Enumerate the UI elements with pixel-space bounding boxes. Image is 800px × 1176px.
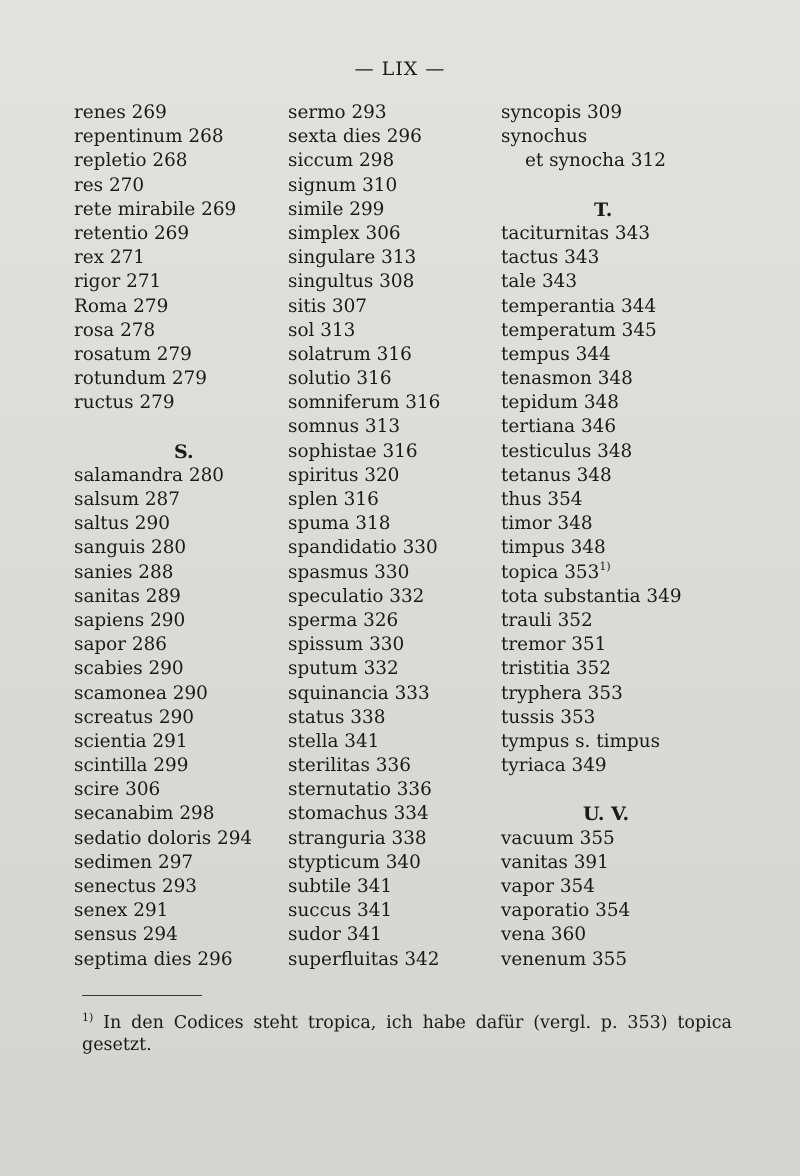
entry-text: sudor 341 [288,924,382,946]
index-entry [74,125,279,149]
entry-text: tertiana 346 [501,416,617,438]
index-entry [74,415,279,439]
entry-text: sophistae 316 [288,440,418,462]
index-entry [74,609,279,633]
entry-text: simile 299 [288,198,385,220]
index-entry [288,657,493,681]
entry-text: tactus 343 [501,247,600,269]
index-entry [288,875,493,899]
entry-text: senex 291 [74,900,169,922]
entry-text: spissum 330 [288,634,405,656]
entry-text: singulare 313 [288,247,417,269]
section-letter: S. [174,440,194,463]
entry-text: scamonea 290 [74,682,208,704]
index-entry [74,464,279,488]
index-entry [74,536,279,560]
index-entry [74,875,279,899]
entry-text: temperantia 344 [501,295,657,317]
entry-text: spiritus 320 [288,464,400,486]
entry-text: timor 348 [501,513,593,535]
entry-text: solutio 316 [288,368,392,390]
index-entry [501,440,731,464]
index-entry [74,706,279,730]
entry-text: repletio 268 [74,150,188,172]
index-column-1 [74,101,279,972]
footnote [82,1012,732,1056]
index-entry [288,464,493,488]
entry-text: tetanus 348 [501,464,612,486]
entry-text: solatrum 316 [288,343,412,365]
entry-text: sedatio doloris 294 [74,827,253,849]
index-entry [74,899,279,923]
entry-text: tale 343 [501,271,578,293]
index-entry [74,948,279,972]
entry-text: sensus 294 [74,924,178,946]
entry-text: screatus 290 [74,706,194,728]
index-entry [74,149,279,173]
entry-text: testiculus 348 [501,440,633,462]
index-entry [288,536,493,560]
footnote-reference: 1) [599,559,611,573]
index-entry [288,440,493,464]
index-entry [74,488,279,512]
index-entry [74,198,279,222]
index-entry [501,706,731,730]
index-entry [288,778,493,802]
entry-text: synochus [501,126,588,148]
index-entry [288,391,493,415]
entry-text: trauli 352 [501,609,593,631]
entry-text: tristitia 352 [501,658,611,680]
page-number: — LIX — [354,58,446,80]
entry-text: sedimen 297 [74,851,194,873]
index-entry [288,730,493,754]
entry-text: tyriaca 349 [501,755,607,777]
entry-text: tempus 344 [501,343,611,365]
entry-text: simplex 306 [288,222,401,244]
entry-text: sermo 293 [288,102,387,123]
index-entry [74,174,279,198]
entry-text: vacuum 355 [501,827,615,849]
index-entry [501,561,731,585]
entry-text: vena 360 [501,924,587,946]
entry-text: et synocha 312 [525,150,666,172]
entry-text: saltus 290 [74,513,170,535]
index-entry [74,657,279,681]
entry-text: thus 354 [501,489,583,510]
index-entry [501,319,731,343]
index-entry [501,270,731,294]
index-entry [288,222,493,246]
footnote-rule [82,995,202,996]
entry-text: rosa 278 [74,319,156,341]
entry-text: sputum 332 [288,658,399,680]
index-entry [288,246,493,270]
index-entry [288,149,493,173]
entry-text: taciturnitas 343 [501,222,651,244]
index-entry [74,367,279,391]
index-entry [501,851,731,875]
entry-text: ructus 279 [74,392,175,414]
entry-text: renes 269 [74,102,167,123]
entry-text: scabies 290 [74,658,184,680]
entry-text: salsum 287 [74,489,180,510]
index-entry [501,875,731,899]
entry-text: singultus 308 [288,271,415,293]
entry-text: sol 313 [288,319,356,341]
index-entry [501,415,731,439]
index-entry [288,899,493,923]
index-entry [501,657,731,681]
entry-text: tympus s. timpus [501,730,661,752]
entry-text: status 338 [288,706,386,728]
entry-text: vanitas 391 [501,851,609,873]
index-entry [288,682,493,706]
index-entry [501,125,731,149]
footnote-text: In den Codices steht tropica, ich habe dafür (vergl. p. 353) topica gesetzt. [82,1013,732,1055]
entry-text: topica 353 [501,561,600,583]
index-entry [501,754,731,778]
index-entry [501,101,731,125]
entry-text: res 270 [74,174,145,196]
index-entry [501,730,731,754]
index-entry [288,101,493,125]
entry-text: sapor 286 [74,634,167,656]
index-entry [74,682,279,706]
index-entry [501,682,731,706]
index-entry [288,633,493,657]
entry-text: siccum 298 [288,150,395,172]
index-entry [501,343,731,367]
index-entry [288,367,493,391]
entry-text: subtile 341 [288,876,393,897]
index-entry [74,730,279,754]
entry-text: stomachus 334 [288,803,429,825]
entry-text: tryphera 353 [501,682,623,704]
entry-text: tota substantia 349 [501,585,682,607]
entry-text: salamandra 280 [74,464,224,486]
index-entry [74,101,279,125]
index-entry [288,295,493,319]
index-entry [288,585,493,609]
entry-text: senectus 293 [74,876,197,897]
index-column-3 [501,101,731,972]
index-entry [74,295,279,319]
entry-text: rigor 271 [74,271,162,293]
entry-text: splen 316 [288,489,379,510]
entry-text: repentinum 268 [74,126,224,148]
entry-text: vapor 354 [501,876,595,897]
index-entry [288,415,493,439]
entry-text: scientia 291 [74,730,188,752]
index-entry [288,174,493,198]
index-entry [74,512,279,536]
index-entry [74,802,279,826]
entry-text: stranguria 338 [288,827,427,849]
index-entry [74,827,279,851]
entry-text: rete mirabile 269 [74,198,237,220]
index-entry [74,778,279,802]
entry-text: rex 271 [74,247,145,269]
index-entry [74,585,279,609]
index-entry [74,319,279,343]
index-entry [288,948,493,972]
index-entry [501,536,731,560]
index-entry [288,512,493,536]
index-entry [74,561,279,585]
index-entry [288,802,493,826]
entry-text: syncopis 309 [501,102,623,123]
index-entry [74,391,279,415]
index-entry [501,827,731,851]
index-entry [288,270,493,294]
entry-text: tenasmon 348 [501,368,633,390]
entry-text: squinancia 333 [288,682,430,704]
index-entry [74,270,279,294]
entry-text: secanabim 298 [74,803,215,825]
index-entry [288,923,493,947]
index-entry [74,754,279,778]
entry-text: somnus 313 [288,416,401,438]
index-entry [501,391,731,415]
entry-text: sternutatio 336 [288,779,432,801]
index-entry [288,561,493,585]
index-entry [74,343,279,367]
entry-text: signum 310 [288,174,398,196]
entry-text: rosatum 279 [74,343,192,365]
index-entry [288,488,493,512]
index-entry [288,343,493,367]
section-heading [501,802,731,826]
index-entry [74,923,279,947]
index-entry [501,778,731,802]
index-entry [501,295,731,319]
entry-text: speculatio 332 [288,585,425,607]
entry-text: sanies 288 [74,561,174,583]
index-entry [501,464,731,488]
section-letter: U. V. [583,803,630,826]
entry-text: tussis 353 [501,706,596,728]
index-entry [74,246,279,270]
index-entry [501,367,731,391]
section-heading [501,198,731,222]
entry-text: spasmus 330 [288,561,410,583]
entry-text: scintilla 299 [74,755,189,777]
index-entry [288,609,493,633]
entry-text: sitis 307 [288,295,367,317]
index-entry [501,633,731,657]
index-entry [74,851,279,875]
entry-text: venenum 355 [501,948,628,970]
index-entry [74,633,279,657]
index-entry [501,174,731,198]
entry-text: stypticum 340 [288,851,421,873]
section-heading [74,440,279,464]
entry-text: scire 306 [74,779,161,801]
index-entry [501,899,731,923]
index-entry [288,754,493,778]
index-entry [288,827,493,851]
index-entry [501,222,731,246]
entry-text: retentio 269 [74,222,190,244]
entry-text: tepidum 348 [501,392,619,414]
entry-text: superfluitas 342 [288,948,440,970]
index-entry [501,246,731,270]
entry-text: sterilitas 336 [288,755,411,777]
entry-text: sanitas 289 [74,585,181,607]
entry-text: sapiens 290 [74,609,186,631]
entry-text: sexta dies 296 [288,126,422,148]
index-entry [74,222,279,246]
index-entry [288,125,493,149]
index-entry [501,512,731,536]
index-entry [501,488,731,512]
index-entry [501,948,731,972]
index-entry [288,706,493,730]
index-column-2 [288,101,493,972]
index-entry [288,851,493,875]
index-entry [501,585,731,609]
entry-text: Roma 279 [74,295,169,317]
section-letter: T. [594,198,613,221]
index-entry [501,609,731,633]
footnote-marker: 1) [82,1011,94,1024]
index-entry [501,149,731,173]
entry-text: vaporatio 354 [501,900,631,922]
entry-text: temperatum 345 [501,319,657,341]
entry-text: succus 341 [288,900,393,922]
entry-text: spandidatio 330 [288,537,438,559]
entry-text: sperma 326 [288,609,399,631]
entry-text: sanguis 280 [74,537,187,559]
entry-text: tremor 351 [501,634,607,656]
index-entry [288,198,493,222]
entry-text: somniferum 316 [288,392,441,414]
entry-text: rotundum 279 [74,368,207,390]
entry-text: spuma 318 [288,513,391,535]
entry-text: septima dies 296 [74,948,233,970]
index-entry [288,319,493,343]
entry-text: stella 341 [288,730,380,752]
entry-text: timpus 348 [501,537,606,559]
index-entry [501,923,731,947]
